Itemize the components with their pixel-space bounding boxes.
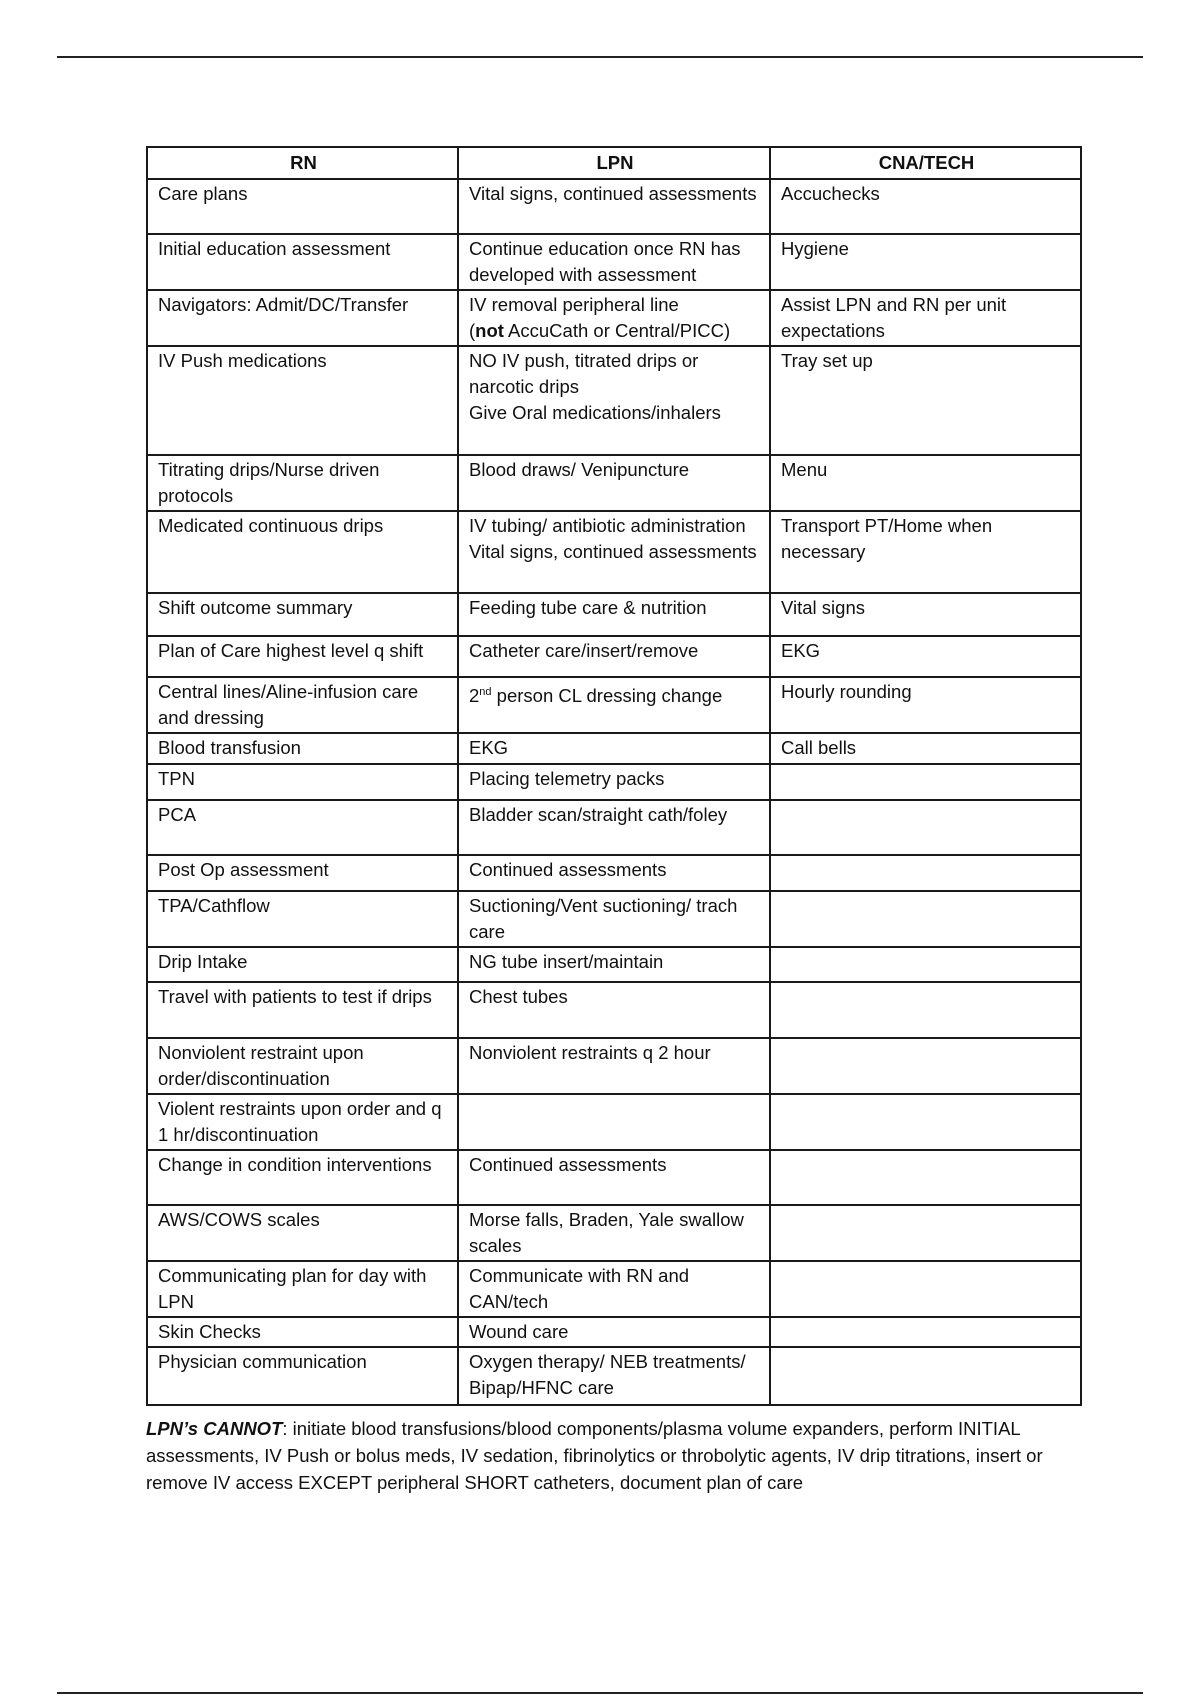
rn-cell: TPA/Cathflow (147, 891, 458, 947)
lpn-cell-rest: AccuCath or Central/PICC) (503, 320, 731, 341)
table-row (147, 346, 1081, 455)
rn-cell: Titrating drips/Nurse driven protocols (147, 455, 458, 511)
lpn-cell (458, 677, 770, 733)
rn-cell: Nonviolent restraint upon order/discontinuation (147, 1038, 458, 1094)
lpn-cell-bold: not (475, 320, 504, 341)
cna-cell: Call bells (770, 733, 1081, 764)
lpn-cell: Catheter care/insert/remove (458, 636, 770, 677)
rn-cell: Medicated continuous drips (147, 511, 458, 593)
table-row (147, 593, 1081, 636)
cna-cell (770, 982, 1081, 1038)
lpn-cell-line: IV removal peripheral line (469, 294, 679, 315)
lpn-cell (458, 1094, 770, 1150)
lpn-cell: Morse falls, Braden, Yale swallow scales (458, 1205, 770, 1261)
lpn-cell: Suctioning/Vent suctioning/ trach care (458, 891, 770, 947)
lpn-cell: Vital signs, continued assessments (458, 179, 770, 234)
lpn-cell (458, 346, 770, 455)
table-row (147, 290, 1081, 346)
rn-cell: Care plans (147, 179, 458, 234)
cna-cell (770, 1094, 1081, 1150)
table-row (147, 1317, 1081, 1347)
header-rule (57, 56, 1143, 58)
table-row (147, 733, 1081, 764)
note-label: LPN’s CANNOT (146, 1418, 283, 1439)
header-cna-tech: CNA/TECH (770, 147, 1081, 179)
table-row (147, 234, 1081, 290)
table-row (147, 800, 1081, 855)
table-row (147, 1261, 1081, 1317)
lpn-cell: Continued assessments (458, 855, 770, 891)
table-row (147, 982, 1081, 1038)
lpn-cell: EKG (458, 733, 770, 764)
lpn-cell: IV tubing/ antibiotic administration Vital signs, continued assessments (458, 511, 770, 593)
lpn-cell (458, 290, 770, 346)
table-row (147, 511, 1081, 593)
rn-cell: IV Push medications (147, 346, 458, 455)
rn-cell: Shift outcome summary (147, 593, 458, 636)
cna-cell (770, 800, 1081, 855)
rn-cell: Travel with patients to test if drips (147, 982, 458, 1038)
cna-cell: Vital signs (770, 593, 1081, 636)
role-duties-table (146, 146, 1082, 1406)
header-lpn: LPN (458, 147, 770, 179)
rn-cell: Post Op assessment (147, 855, 458, 891)
table-header-row (147, 147, 1081, 179)
rn-cell: Initial education assessment (147, 234, 458, 290)
table-row (147, 455, 1081, 511)
lpn-cell-line: NO IV push, titrated drips or narcotic drips (469, 350, 699, 397)
cna-cell (770, 1317, 1081, 1347)
table-row (147, 947, 1081, 982)
cna-cell (770, 1150, 1081, 1205)
cna-cell: Assist LPN and RN per unit expectations (770, 290, 1081, 346)
table-row (147, 1205, 1081, 1261)
cna-cell: Transport PT/Home when necessary (770, 511, 1081, 593)
lpn-cell: Wound care (458, 1317, 770, 1347)
table-row (147, 636, 1081, 677)
lpn-cell: Nonviolent restraints q 2 hour (458, 1038, 770, 1094)
cna-cell: Hygiene (770, 234, 1081, 290)
rn-cell: Drip Intake (147, 947, 458, 982)
rn-cell: AWS/COWS scales (147, 1205, 458, 1261)
table-row (147, 891, 1081, 947)
rn-cell: Blood transfusion (147, 733, 458, 764)
cna-cell (770, 947, 1081, 982)
lpn-restrictions-note (146, 1415, 1080, 1496)
rn-cell: PCA (147, 800, 458, 855)
rn-cell: Navigators: Admit/DC/Transfer (147, 290, 458, 346)
cna-cell (770, 1205, 1081, 1261)
lpn-cell: Oxygen therapy/ NEB treatments/ Bipap/HFNC care (458, 1347, 770, 1405)
rn-cell: Violent restraints upon order and q 1 hr/discontinuation (147, 1094, 458, 1150)
table-row (147, 855, 1081, 891)
lpn-cell: Bladder scan/straight cath/foley (458, 800, 770, 855)
table-row (147, 677, 1081, 733)
cna-cell: Tray set up (770, 346, 1081, 455)
lpn-cell-paren: ( (469, 320, 476, 341)
rn-cell: Change in condition interventions (147, 1150, 458, 1205)
lpn-cell-line: Give Oral medications/inhalers (469, 402, 721, 423)
cna-cell: Hourly rounding (770, 677, 1081, 733)
lpn-cell-text: 2 (469, 685, 480, 707)
cna-cell: Accuchecks (770, 179, 1081, 234)
cna-cell: Menu (770, 455, 1081, 511)
table-row (147, 764, 1081, 800)
cna-cell (770, 1038, 1081, 1094)
table-row (147, 1038, 1081, 1094)
lpn-cell: Continued assessments (458, 1150, 770, 1205)
table-row (147, 1094, 1081, 1150)
cna-cell: EKG (770, 636, 1081, 677)
note-text: : initiate blood transfusions/blood components/plasma volume expanders, perform INITIAL assessments, IV Push or bolus meds, IV sedation, fibrinolytics or throbolytic agents, IV drip titrations, insert or remove IV access EXCEPT peripheral SHORT catheters, document plan of care (146, 1418, 1043, 1493)
table-row (147, 179, 1081, 234)
lpn-cell-text: person CL dressing change (491, 685, 723, 707)
lpn-cell: Communicate with RN and CAN/tech (458, 1261, 770, 1317)
table-row (147, 1347, 1081, 1405)
lpn-cell: Blood draws/ Venipuncture (458, 455, 770, 511)
lpn-cell: Placing telemetry packs (458, 764, 770, 800)
cna-cell (770, 1261, 1081, 1317)
header-rn: RN (147, 147, 458, 179)
lpn-cell: Continue education once RN has developed with assessment (458, 234, 770, 290)
cna-cell (770, 764, 1081, 800)
rn-cell: Central lines/Aline-infusion care and dressing (147, 677, 458, 733)
rn-cell: TPN (147, 764, 458, 800)
lpn-cell-superscript: nd (479, 686, 492, 698)
cna-cell (770, 1347, 1081, 1405)
rn-cell: Plan of Care highest level q shift (147, 636, 458, 677)
lpn-cell: Chest tubes (458, 982, 770, 1038)
cna-cell (770, 855, 1081, 891)
table-row (147, 1150, 1081, 1205)
rn-cell: Communicating plan for day with LPN (147, 1261, 458, 1317)
lpn-cell: NG tube insert/maintain (458, 947, 770, 982)
footer-rule (57, 1692, 1143, 1694)
cna-cell (770, 891, 1081, 947)
rn-cell: Physician communication (147, 1347, 458, 1405)
rn-cell: Skin Checks (147, 1317, 458, 1347)
lpn-cell: Feeding tube care & nutrition (458, 593, 770, 636)
